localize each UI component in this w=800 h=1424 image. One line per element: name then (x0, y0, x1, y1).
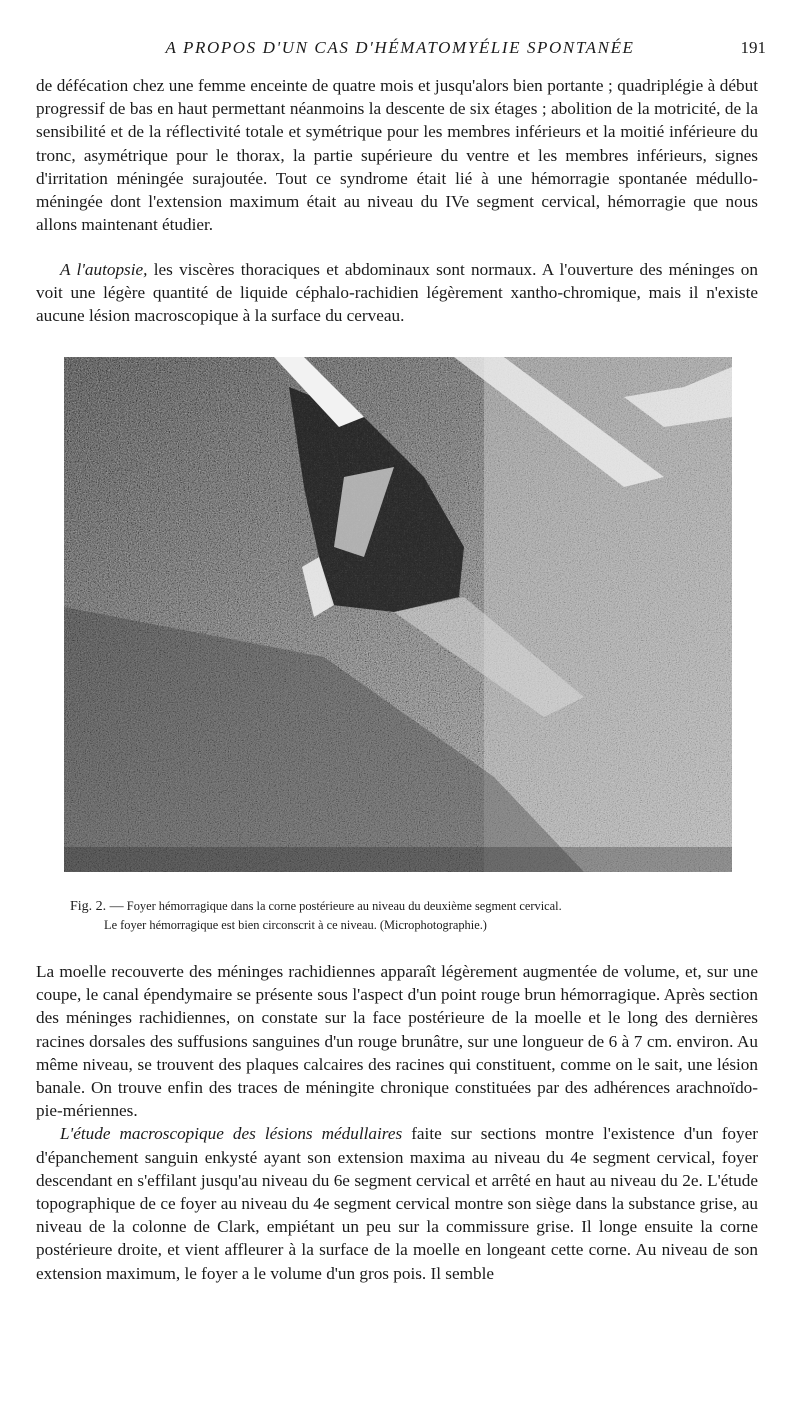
paragraph-1-text: de défécation chez une femme enceinte de quatre mois et jusqu'alors bien portante ; quadriplégie à début progressif de bas en haut permettant néanmoins la descente de six étages ; abolition de la motricité, de la sensibilité et de la réflectivité totale et symétrique pour les membres inférieurs et la moitié inférieure du tronc, asymétrique pour le thorax, la partie supérieure du ventre et les membres inférieurs, signes d'irritation méningée surajoutée. Tout ce syndrome était lié à une hémorragie spontanée médullo-méningée dont l'extension maximum était au niveau du IVe segment cervical, hémorragie que nous allons maintenant étudier. (36, 76, 758, 235)
figure-number: Fig. 2. — (70, 899, 124, 914)
paragraph-2-text: les viscères thoraciques et abdominaux sont normaux. A l'ouverture des méninges on voit une légère quantité de liquide céphalo-rachidien légèrement xantho-chromique, mais il n'existe aucune lésion macroscopique à la surface du cerveau. (36, 260, 758, 326)
page-number: 191 (740, 38, 766, 57)
paragraph-2 (36, 258, 758, 328)
figure-caption (70, 897, 750, 935)
caption-line-2: Le foyer hémorragique est bien circonscrit à ce niveau. (Microphotographie.) (104, 918, 487, 932)
microphotograph-image (64, 357, 732, 872)
autopsy-lead: A l'autopsie, (60, 260, 148, 279)
macroscopic-lead: L'étude macroscopique des lésions médullaires (60, 1124, 403, 1144)
paragraph-4-text: faite sur sections montre l'existence d'un foyer d'épanchement sanguin enkysté ayant son extension maxima au niveau du 4e segment cervical, foyer descendant en s'effilant jusqu'au niveau du 6e segment cervical et arrêté en haut au niveau du 2e. L'étude topographique de ce foyer au niveau du 4e segment cervical montre son siège dans la substance grise, au niveau de la colonne de Clark, empiétant un peu sur la commissure grise. Il longe ensuite la corne postérieure droite, et vient affleurer à la surface de la moelle en longeant cette corne. Au niveau de son extension maximum, le foyer a le volume d'un gros pois. Il semble (36, 1124, 758, 1283)
caption-line-1: Foyer hémorragique dans la corne postérieure au niveau du deuxième segment cervical. (126, 899, 562, 913)
paragraph-3 (36, 960, 758, 1285)
running-title: A PROPOS D'UN CAS D'HÉMATOMYÉLIE SPONTANÉE (165, 38, 635, 57)
microphotograph (64, 357, 732, 872)
paragraph-1 (36, 74, 758, 236)
paragraph-3-text: La moelle recouverte des méninges rachidiennes apparaît légèrement augmentée de volume, et, sur une coupe, le canal épendymaire se présente sous l'aspect d'un point rouge brun hémorragique. Après section des méninges rachidiennes, on constate sur la face postérieure de la moelle et le long des dernières racines dorsales des suffusions sanguines d'un rouge brunâtre, sur une longueur de 6 à 7 cm. environ. Au même niveau, se trouvent des plaques calcaires des racines qui constituent, comme on le sait, une lésion banale. On trouve enfin des traces de méningite chronique constituées par des adhérences arachnoïdo-pie-mériennes. (36, 962, 758, 1121)
